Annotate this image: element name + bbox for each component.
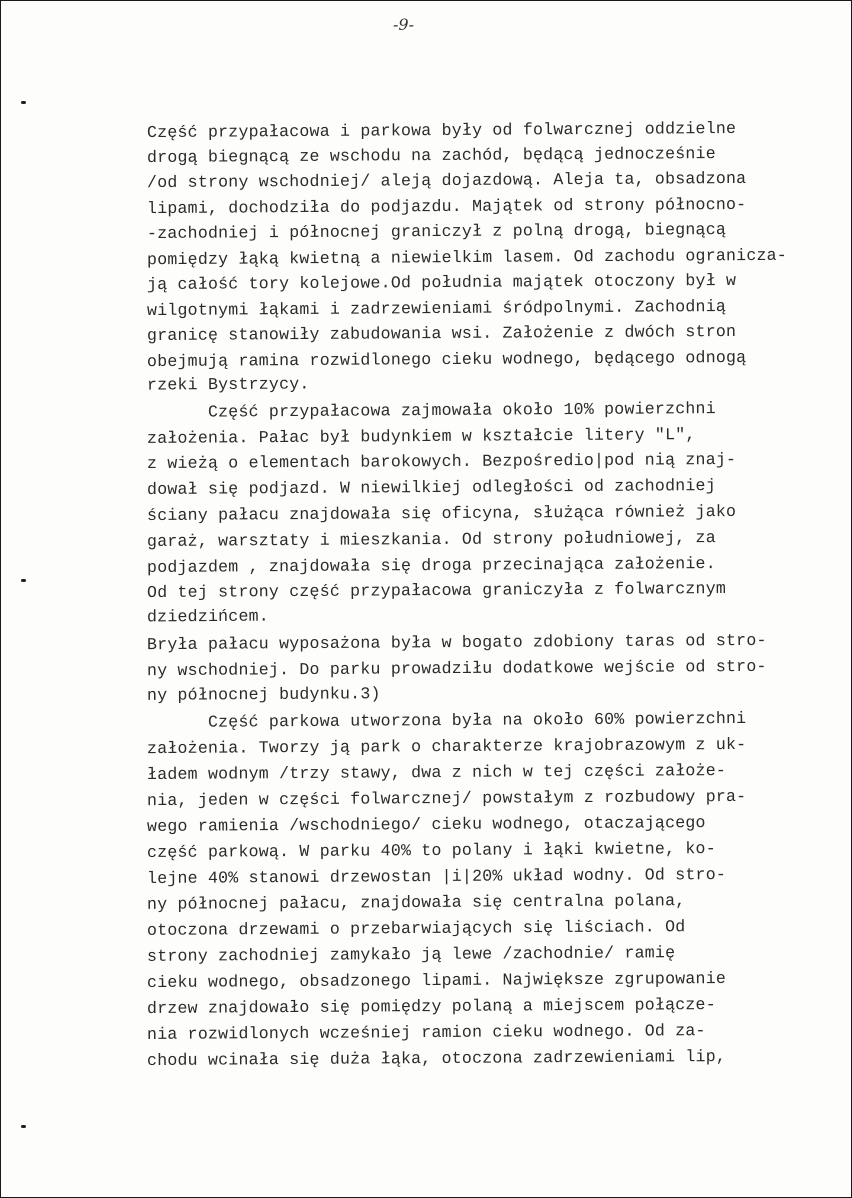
margin-mark [21,1125,26,1128]
text-line: garaż, warsztaty i mieszkania. Od strony południowej, za [146,528,716,551]
text-line: cieku wodnego, obsadzonego lipami. Największe zgrupowanie [146,968,727,993]
text-line: lipami, dochodziła do podjazdu. Majątek od strony północno- [146,194,747,219]
text-line: ny wschodniej. Do parku prowadziłu dodatkowe wejście od stro- [146,656,767,681]
text-line: lejne 40% stanowi drzewostan |i|20% układ wodny. Od stro- [146,864,727,889]
text-line: ny północnej budynku.3) [146,684,381,705]
text-line: nia rozwidlonych wcześniej ramion cieku wodnego. Od za- [146,1021,706,1044]
text-line: Część przypałacowa zajmowała około 10% powierzchni [146,399,716,422]
text-line: wego ramienia /wschodniego/ cieku wodnego, otaczającego [146,813,706,836]
text-line: obejmują ramina rozwidlonego cieku wodnego, będącego odnogą [146,347,747,372]
margin-mark [21,101,26,104]
text-line: -zachodniej i północnej graniczył z polną drogą, biegnącą [146,219,727,244]
text-line: strony zachodniej zamykało ją lewe /zachodnie/ ramię [146,943,676,966]
text-line: /od strony wschodniej/ aleją dojazdową. Aleja ta, obsadzona [146,168,747,193]
text-line: rzeki Bystrzycy. [146,374,310,395]
text-line: część parkową. W parku 40% to polany i łąki kwietne, ko- [146,839,716,862]
text-line: ściany pałacu znajdowała się oficyna, służąca również jako [146,501,737,526]
text-line: ją całość tory kolejowe.Od południa majątek otoczony był w [146,270,737,295]
text-line: wilgotnymi łąkami i zadrzewieniami śródpolnymi. Zachodnią [146,296,727,321]
text-line: granicę stanowiły zabudowania wsi. Założenie z dwóch stron [146,321,737,346]
text-line: dował się podjazd. W niewilkiej odległości od zachodniej [146,476,716,499]
text-line: Bryła pałacu wyposażona była w bogato zdobiony taras od stro- [146,630,767,655]
text-line: ładem wodnym /trzy stawy, dwa z nich w tej części założe- [146,760,727,785]
text-line: pomiędzy łąką kwietną a niewielkim lasem. Od zachodu ogranicza- [146,245,788,270]
text-line: drzew znajdowało się pomiędzy polaną a miejscem połącze- [146,995,716,1018]
text-line: podjazdem , znajdowała się droga przecinająca założenie. [146,554,716,577]
text-line: Część parkowa utworzona była na około 60% powierzchni [146,708,747,733]
text-line: nia, jeden w części folwarcznej/ powstałym z rozbudowy pra- [146,786,747,811]
text-line: założenia. Tworzy ją park o charakterze krajobrazowym z uk- [146,734,747,759]
text-line: Od tej strony część przypałacowa graniczyła z folwarcznym [146,578,727,603]
text-line: otoczona drzewami o przebarwiających się liściach. Od [146,917,686,940]
text-line: drogą biegnącą ze wschodu na zachód, będącą jednocześnie [146,144,716,167]
text-line: założenia. Pałac był budynkiem w kształcie litery "L", [146,425,696,448]
margin-mark [21,579,26,582]
text-line: ny północnej pałacu, znajdowała się centralna polana, [146,891,686,914]
text-line: z wieżą o elementach barokowych. Bezpośredio|pod nią znaj- [146,449,737,474]
text-line: Część przypałacowa i parkowa były od folwarcznej oddzielne [146,118,737,143]
page-number: -9- [393,15,414,34]
text-line: dziedzińcem. [146,606,269,627]
text-line: chodu wcinała się duża łąka, otoczona zadrzewieniami lip, [146,1046,727,1071]
